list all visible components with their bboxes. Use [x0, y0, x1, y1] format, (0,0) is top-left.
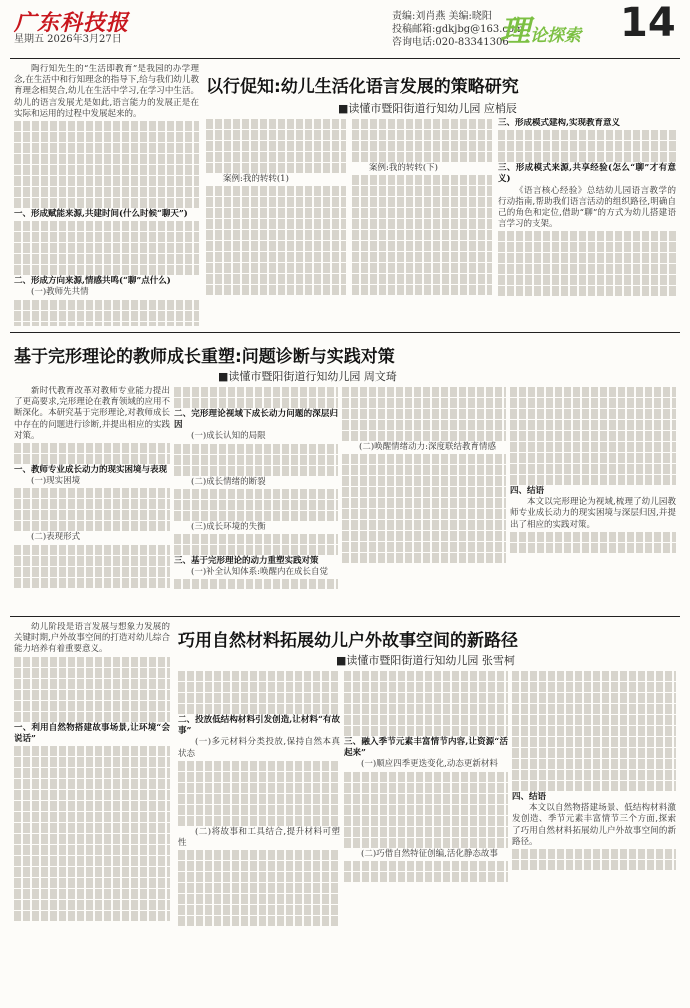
article2-sub-2: (二)表现形式: [31, 532, 81, 543]
text-lines: [178, 693, 340, 703]
text-lines: [510, 442, 676, 452]
article3-sub-4: (二)巧借自然特征创编,活化静态故事: [361, 848, 498, 859]
article3-intro: 幼儿阶段是语言发展与想象力发展的关键时期,户外故事空间的打造对幼儿综合能力培养有着重要意义。: [14, 622, 170, 655]
text-lines: [342, 487, 506, 497]
text-lines: [14, 556, 170, 566]
article3-heading-2: 二、投放低结构材料引发创造,让材料“有故事”: [178, 715, 340, 737]
article1-byline: ■读懂市暨阳街道行知幼儿园 应梢辰: [338, 102, 517, 115]
article2-title: 基于完形理论的教师成长重塑:问题诊断与实践对策: [14, 347, 395, 367]
article-divider-1: [10, 332, 680, 333]
text-lines: [344, 861, 508, 871]
text-lines: [498, 130, 676, 140]
text-lines: [14, 176, 199, 186]
text-lines: [342, 553, 506, 563]
article2-conclusion: 本文以完形理论为视域,梳理了幼儿园教师专业成长动力的现实困境与深层归因,并提出了相应的实践对策。: [510, 497, 676, 530]
text-lines: [14, 768, 170, 778]
text-lines: [510, 409, 676, 419]
text-lines: [14, 578, 170, 588]
text-lines: [344, 827, 508, 837]
text-lines: [206, 263, 346, 273]
text-lines: [206, 285, 346, 295]
article3-byline: ■读懂市暨阳街道行知幼儿园 张雪柯: [336, 654, 515, 667]
text-lines: [178, 916, 340, 926]
text-lines: [14, 121, 199, 131]
article2-byline: ■读懂市暨阳街道行知幼儿园 周文琦: [218, 370, 397, 383]
page-number: 14: [620, 0, 676, 46]
text-lines: [344, 805, 508, 815]
text-lines: [206, 274, 346, 284]
text-lines: [352, 119, 492, 129]
text-lines: [498, 152, 676, 162]
text-lines: [14, 757, 170, 767]
article1-column-3: [352, 118, 492, 326]
text-lines: [14, 443, 170, 453]
article1-paragraph: 《语言核心经验》总结幼儿园语言教学的行动指南,帮助我们语言活动的组织路径,明确自己的角色和定位,借助“聊”的方式为幼儿搭建语言学习的支架。: [498, 185, 676, 230]
text-lines: [344, 772, 508, 782]
text-lines: [344, 794, 508, 804]
article3-conclusion: 本文以自然物搭建场景、低结构材料激发创造、季节元素丰富情节三个方面,探索了巧用自然材料拓展幼儿户外故事空间的新路径。: [512, 803, 676, 847]
article3-sub-1: (一)多元材料分类投放,保持自然本真状态: [178, 737, 340, 759]
article3-heading-4: 四、结语: [512, 792, 547, 802]
article3-title: 巧用自然材料拓展幼儿户外故事空间的新路径: [178, 631, 518, 651]
text-lines: [498, 231, 676, 241]
text-lines: [512, 671, 676, 681]
text-lines: [498, 264, 676, 274]
text-lines: [344, 704, 508, 714]
text-lines: [206, 208, 346, 218]
text-lines: [14, 701, 170, 711]
text-lines: [14, 198, 199, 208]
article2-column-3: [342, 386, 506, 610]
text-lines: [344, 726, 508, 736]
text-lines: [342, 498, 506, 508]
text-lines: [14, 545, 170, 555]
text-lines: [344, 671, 508, 681]
text-lines: [512, 849, 676, 859]
text-lines: [14, 657, 170, 667]
text-lines: [352, 252, 492, 262]
text-lines: [14, 845, 170, 855]
text-lines: [14, 867, 170, 877]
article2-heading-1: 一、教师专业成长动力的现实困境与表现: [14, 465, 168, 476]
article2-intro: 新时代教育改革对教师专业能力提出了更高要求,完形理论在教育领域的应用不断深化。本研究基于完形理论,对教师成长中存在的问题进行诊断,并提出相应的实践对策。: [14, 386, 170, 441]
text-lines: [344, 693, 508, 703]
text-lines: [206, 119, 346, 129]
article3-sub-3: (一)顺应四季更迭变化,动态更新材料: [361, 759, 498, 770]
text-lines: [344, 783, 508, 793]
article1-heading-1: 一、形成赋能来源,共建时间(什么时候“聊天”): [14, 209, 188, 220]
text-lines: [14, 779, 170, 789]
text-lines: [498, 286, 676, 296]
email-line: 投稿邮箱:gdkjbg@163.com: [392, 24, 524, 35]
text-lines: [178, 883, 340, 893]
article1-case-1: 案例:我的转转(1): [223, 174, 289, 184]
text-lines: [14, 488, 170, 498]
article2-column-1: [14, 386, 170, 610]
article1-title: 以行促知:幼儿生活化语言发展的策略研究: [206, 77, 519, 97]
text-lines: [352, 141, 492, 151]
article3-column-4: [512, 670, 676, 1002]
text-lines: [14, 154, 199, 164]
text-lines: [512, 693, 676, 703]
text-lines: [498, 242, 676, 252]
text-lines: [344, 872, 508, 882]
text-lines: [512, 748, 676, 758]
text-lines: [14, 911, 170, 921]
article3-column-3: [344, 670, 508, 1002]
text-lines: [14, 521, 170, 531]
article2-sub-1: (一)现实困境: [31, 476, 81, 487]
article2-heading-4: 四、结语: [510, 486, 545, 496]
article1-column-4: [498, 118, 676, 326]
text-lines: [14, 499, 170, 509]
text-lines: [14, 690, 170, 700]
article1-case-2: 案例:我的转转(下): [369, 163, 438, 173]
text-lines: [14, 132, 199, 142]
text-lines: [14, 712, 170, 722]
text-lines: [178, 761, 340, 771]
article2-sub-7: (二)唤醒情绪动力:深度联结教育情感: [359, 442, 496, 452]
text-lines: [206, 230, 346, 240]
text-lines: [510, 387, 676, 397]
text-lines: [14, 567, 170, 577]
text-lines: [512, 682, 676, 692]
text-lines: [174, 489, 338, 499]
text-lines: [14, 187, 199, 197]
text-lines: [174, 444, 338, 454]
text-lines: [206, 197, 346, 207]
text-lines: [14, 322, 199, 326]
article3-heading-1: 一、利用自然物搭建故事场景,让环境“会说话”: [14, 722, 170, 744]
text-lines: [352, 285, 492, 295]
text-lines: [178, 861, 340, 871]
text-lines: [344, 838, 508, 848]
text-lines: [344, 682, 508, 692]
text-lines: [512, 759, 676, 769]
text-lines: [512, 704, 676, 714]
text-lines: [352, 263, 492, 273]
text-lines: [342, 531, 506, 541]
text-lines: [512, 737, 676, 747]
text-lines: [206, 141, 346, 151]
text-lines: [14, 232, 199, 242]
text-lines: [174, 511, 338, 521]
text-lines: [14, 300, 199, 310]
text-lines: [206, 152, 346, 162]
article3-sub-2: (二)将故事和工具结合,提升材料可塑性: [178, 826, 340, 849]
text-lines: [14, 510, 170, 520]
text-lines: [14, 668, 170, 678]
text-lines: [178, 671, 340, 681]
text-lines: [512, 770, 676, 780]
newspaper-logo: 广东科技报: [14, 10, 130, 36]
text-lines: [14, 878, 170, 888]
text-lines: [206, 163, 346, 173]
article2-sub-5: (三)成长环境的失衡: [191, 521, 266, 532]
text-lines: [14, 254, 199, 264]
text-lines: [510, 543, 676, 553]
text-lines: [512, 715, 676, 725]
text-lines: [342, 387, 506, 397]
text-lines: [14, 454, 170, 464]
text-lines: [206, 252, 346, 262]
editor-line: 责编:刘肖燕 美编:晓阳: [392, 11, 492, 22]
text-lines: [14, 790, 170, 800]
text-lines: [178, 794, 340, 804]
text-lines: [206, 241, 346, 251]
text-lines: [344, 816, 508, 826]
text-lines: [174, 500, 338, 510]
text-lines: [510, 398, 676, 408]
text-lines: [14, 679, 170, 689]
text-lines: [352, 175, 492, 185]
text-lines: [14, 243, 199, 253]
article1-intro: 陶行知先生的“生活即教育”是我园的办学理念,在生活中和行知理念的指导下,给与我们幼儿教育理念相契合,幼儿在生活中学习,在学习中生活。幼儿的语言发展尤是如此,语言能力的发展正是在实际和运用的过程中发展起来的。: [14, 64, 199, 119]
text-lines: [206, 186, 346, 196]
text-lines: [352, 274, 492, 284]
text-lines: [174, 387, 338, 397]
article3-heading-3: 三、融入季节元素丰富情节内容,让资源“活起来”: [344, 737, 508, 759]
article-divider-2: [10, 616, 680, 617]
text-lines: [510, 453, 676, 463]
text-lines: [498, 141, 676, 151]
text-lines: [178, 682, 340, 692]
text-lines: [510, 475, 676, 485]
article2-heading-2: 二、完形理论视域下成长动力问题的深层归因: [174, 409, 338, 431]
text-lines: [178, 905, 340, 915]
text-lines: [342, 542, 506, 552]
text-lines: [174, 579, 338, 589]
text-lines: [178, 894, 340, 904]
text-lines: [14, 801, 170, 811]
text-lines: [14, 143, 199, 153]
text-lines: [512, 726, 676, 736]
text-lines: [512, 781, 676, 791]
article3-column-1: [14, 622, 170, 1002]
text-lines: [352, 186, 492, 196]
text-lines: [14, 311, 199, 321]
text-lines: [352, 230, 492, 240]
text-lines: [14, 889, 170, 899]
text-lines: [342, 420, 506, 430]
text-lines: [14, 823, 170, 833]
text-lines: [342, 454, 506, 464]
article2-column-2: [174, 386, 338, 610]
article1-column-2: [206, 118, 346, 326]
text-lines: [14, 165, 199, 175]
text-lines: [512, 860, 676, 870]
text-lines: [342, 520, 506, 530]
text-lines: [498, 275, 676, 285]
text-lines: [14, 221, 199, 231]
article2-column-4: [510, 386, 676, 610]
text-lines: [174, 466, 338, 476]
text-lines: [206, 219, 346, 229]
article2-sub-4: (二)成长情绪的断裂: [191, 476, 266, 487]
article2-sub-6: (一)补全认知体系:唤醒内在成长自觉: [191, 567, 328, 578]
text-lines: [206, 130, 346, 140]
text-lines: [342, 398, 506, 408]
text-lines: [178, 872, 340, 882]
text-lines: [178, 816, 340, 826]
text-lines: [344, 715, 508, 725]
article1-heading-4: 三、形成模式来源,共享经验(怎么“聊”才有意义): [498, 163, 676, 185]
text-lines: [510, 464, 676, 474]
text-lines: [352, 208, 492, 218]
text-lines: [352, 219, 492, 229]
article1-column-1: [14, 64, 199, 326]
text-lines: [342, 409, 506, 419]
text-lines: [178, 783, 340, 793]
text-lines: [14, 265, 199, 275]
section-badge-small: 论探索: [530, 26, 581, 46]
text-lines: [498, 253, 676, 263]
text-lines: [178, 772, 340, 782]
text-lines: [342, 431, 506, 441]
text-lines: [174, 534, 338, 544]
text-lines: [174, 398, 338, 408]
text-lines: [342, 465, 506, 475]
text-lines: [178, 805, 340, 815]
text-lines: [178, 704, 340, 714]
text-lines: [174, 455, 338, 465]
header-rule: [10, 58, 680, 59]
hotline-line: 咨询电话:020-83341306: [392, 37, 509, 48]
text-lines: [352, 241, 492, 251]
text-lines: [352, 130, 492, 140]
text-lines: [178, 850, 340, 860]
text-lines: [174, 545, 338, 555]
text-lines: [14, 834, 170, 844]
text-lines: [342, 509, 506, 519]
section-badge: [500, 6, 581, 50]
section-badge-big: 理: [500, 14, 530, 49]
text-lines: [510, 532, 676, 542]
text-lines: [342, 476, 506, 486]
text-lines: [14, 900, 170, 910]
text-lines: [14, 812, 170, 822]
text-lines: [510, 431, 676, 441]
article3-column-2: [178, 670, 340, 1002]
article2-sub-3: (一)成长认知的局限: [191, 431, 266, 442]
publication-date: 星期五 2026年3月27日: [14, 34, 122, 45]
text-lines: [14, 746, 170, 756]
text-lines: [510, 420, 676, 430]
article1-heading-3: 三、形成模式建构,实现教育意义: [498, 118, 620, 128]
article1-sub-1: (一)教师先共情: [31, 287, 89, 298]
article1-heading-2: 二、形成方向来源,情感共鸣(“聊”点什么): [14, 276, 171, 287]
text-lines: [352, 197, 492, 207]
article2-heading-3: 三、基于完形理论的动力重塑实践对策: [174, 556, 319, 567]
text-lines: [352, 152, 492, 162]
text-lines: [14, 856, 170, 866]
